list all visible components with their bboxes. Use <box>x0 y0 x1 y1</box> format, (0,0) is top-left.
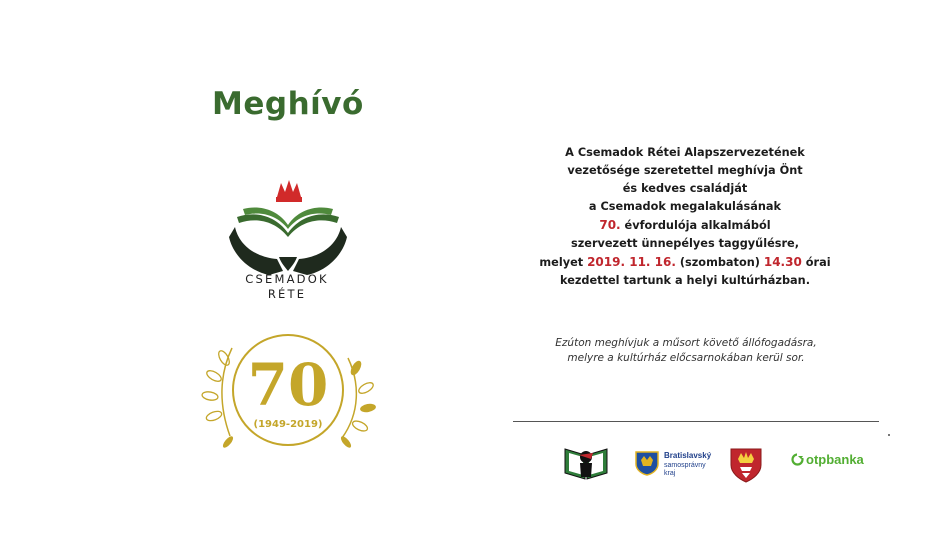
invitation-text-part: órai <box>801 256 831 269</box>
otp-bank-logo <box>791 452 864 467</box>
event-date: 2019. 11. 16. <box>587 255 676 269</box>
org-name-line1: CSEMADOK <box>245 272 329 286</box>
divider <box>513 421 879 422</box>
note-line: melyre a kultúrház előcsarnokában kerül sor. <box>567 352 805 364</box>
bsk-sponsor-logo <box>634 450 710 480</box>
invitation-line: szervezett ünnepélyes taggyűlésre, <box>570 237 799 250</box>
invitation-text-part: melyet <box>539 256 588 269</box>
bsk-sub1: samosprávny <box>664 461 706 469</box>
invitation-text-part: (szombaton) <box>675 256 764 269</box>
invitation-line <box>520 253 850 272</box>
invitation-line: a Csemadok megalakulásának <box>588 200 782 213</box>
invitation-line <box>520 216 850 235</box>
org-name-line2: RÉTE <box>267 287 307 301</box>
event-time: 14.30 <box>763 255 802 269</box>
page-title: Meghívó <box>212 86 364 122</box>
rete-coat-of-arms-icon <box>729 445 763 483</box>
bsk-name: Bratislavský <box>664 451 712 460</box>
anniversary-highlight: 70. <box>599 218 621 232</box>
invitation-line: vezetősége szeretettel meghívja Önt <box>567 164 803 177</box>
bsk-sub2: kraj <box>664 470 676 477</box>
divider-dot <box>888 434 890 436</box>
anniversary-years: (1949-2019) <box>253 419 323 430</box>
reception-note <box>520 336 852 366</box>
invitation-line: és kedves családját <box>622 182 748 195</box>
anniversary-number: 70 <box>247 351 329 419</box>
note-line: Ezúton meghívjuk a műsort követő állófogadásra, <box>555 337 817 349</box>
csemadok-sponsor-logo-icon <box>563 445 609 481</box>
invitation-line: A Csemadok Rétei Alapszervezetének <box>565 146 805 159</box>
org-name <box>228 272 346 302</box>
otp-swirl-icon <box>791 453 804 466</box>
invitation-text <box>520 144 850 290</box>
invitation-line-rest: évfordulója alkalmából <box>620 219 771 232</box>
invitation-line: kezdettel tartunk a helyi kultúrházban. <box>559 274 810 287</box>
bsk-crest-icon <box>634 450 660 476</box>
bsk-text <box>664 452 711 479</box>
otp-bank-name: otpbanka <box>806 452 864 467</box>
